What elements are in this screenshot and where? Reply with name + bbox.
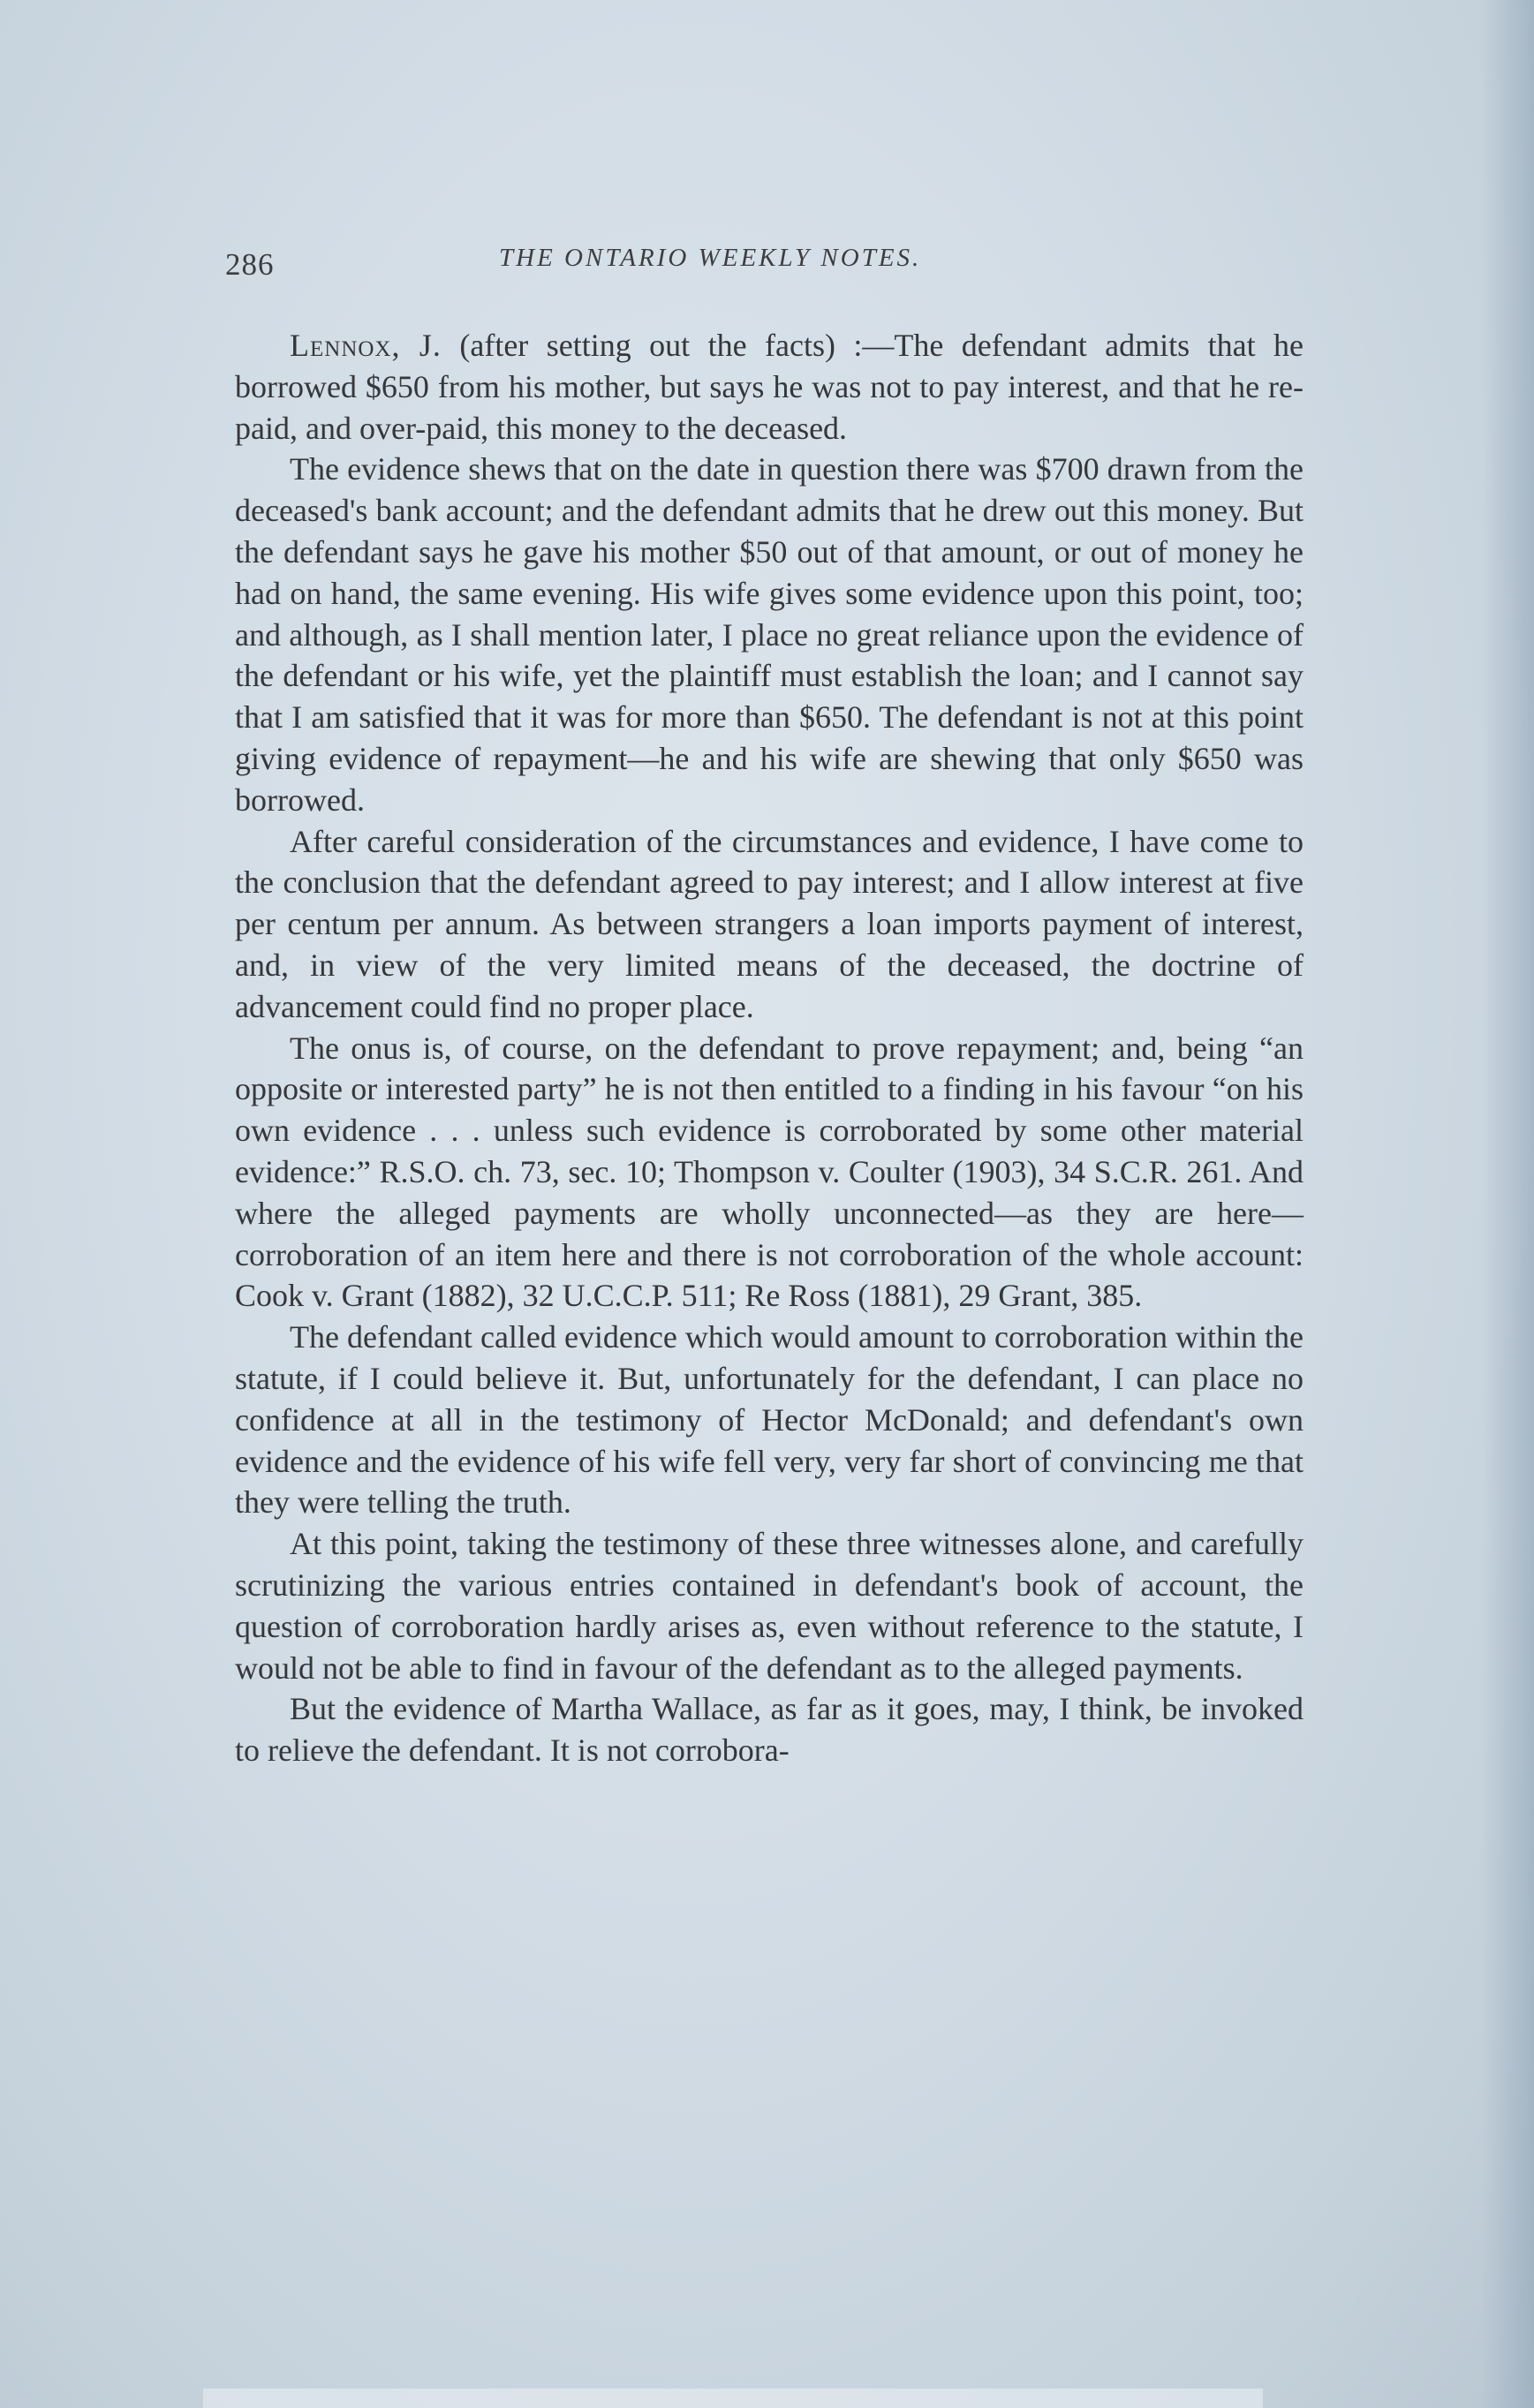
- page-number: 286: [225, 247, 275, 282]
- paragraph-5: The defendant called evidence which would amount to corroboration within the statute, if I could believe it. But, unfortunately for the defendant, I can place no confidence at all in the testimony of Hector McDonald; and defendant's own evidence and the evidence of his wife fell very, very far short of convincing me that they were telling the truth.: [235, 1319, 1304, 1521]
- running-header: [225, 240, 1311, 284]
- paragraph-7: But the evidence of Martha Wallace, as far as it goes, may, I think, be invoked to relieve the defendant. It is not corrobora-: [235, 1691, 1304, 1769]
- paragraph-3: After careful consideration of the circumstances and evidence, I have come to the conclusion that the defendant agreed to pay interest; and I allow interest at five per centum per annum. As between strangers a loan imports payment of interest, and, in view of the very limited means of the deceased, the doctrine of advancement could find no proper place.: [235, 823, 1304, 1024]
- paragraph-1: [235, 325, 1304, 449]
- page-bottom-strip: [203, 2389, 1263, 2408]
- journal-title: THE ONTARIO WEEKLY NOTES.: [499, 244, 922, 272]
- paragraph-4: The onus is, of course, on the defendant to prove repayment; and, being “an opposite or interested party” he is not then entitled to a finding in his favour “on his own evidence . . . unless such evidence is corroborated by some other material evidence:” R.S.O. ch. 73, sec. 10; Thompson v. Coulter (1903), 34 S.C.R. 261. And where the alleged payments are wholly unconnected—as they are here—corroboration of an item here and there is not corroboration of the whole account: Cook v. Grant (1882), 32 U.C.C.P. 511; Re Ross (1881), 29 Grant, 385.: [235, 1030, 1304, 1314]
- paragraph-1-text: (after setting out the facts) :—The defendant admits that he borrowed $650 from his mother, but says he was not to pay interest, and that he re-paid, and over-paid, this money to the deceased.: [235, 328, 1304, 446]
- judge-name: Lennox, J.: [290, 328, 442, 363]
- page-edge-shadow: [1481, 0, 1534, 2408]
- body-text: [235, 325, 1304, 1771]
- paragraph-6: At this point, taking the testimony of these three witnesses alone, and carefully scrutinizing the various entries contained in defendant's book of account, the question of corroboration hardly arises as, even without reference to the statute, I would not be able to find in favour of the defendant as to the alleged payments.: [235, 1526, 1304, 1686]
- paragraph-2: The evidence shews that on the date in question there was $700 drawn from the deceased's bank account; and the defendant admits that he drew out this money. But the defendant says he gave his mother $50 out of that amount, or out of money he had on hand, the same evening. His wife gives some evidence upon this point, too; and although, as I shall mention later, I place no great reliance upon the evidence of the defendant or his wife, yet the plaintiff must establish the loan; and I cannot say that I am satisfied that it was for more than $650. The defendant is not at this point giving evidence of repayment—he and his wife are shewing that only $650 was borrowed.: [235, 451, 1304, 818]
